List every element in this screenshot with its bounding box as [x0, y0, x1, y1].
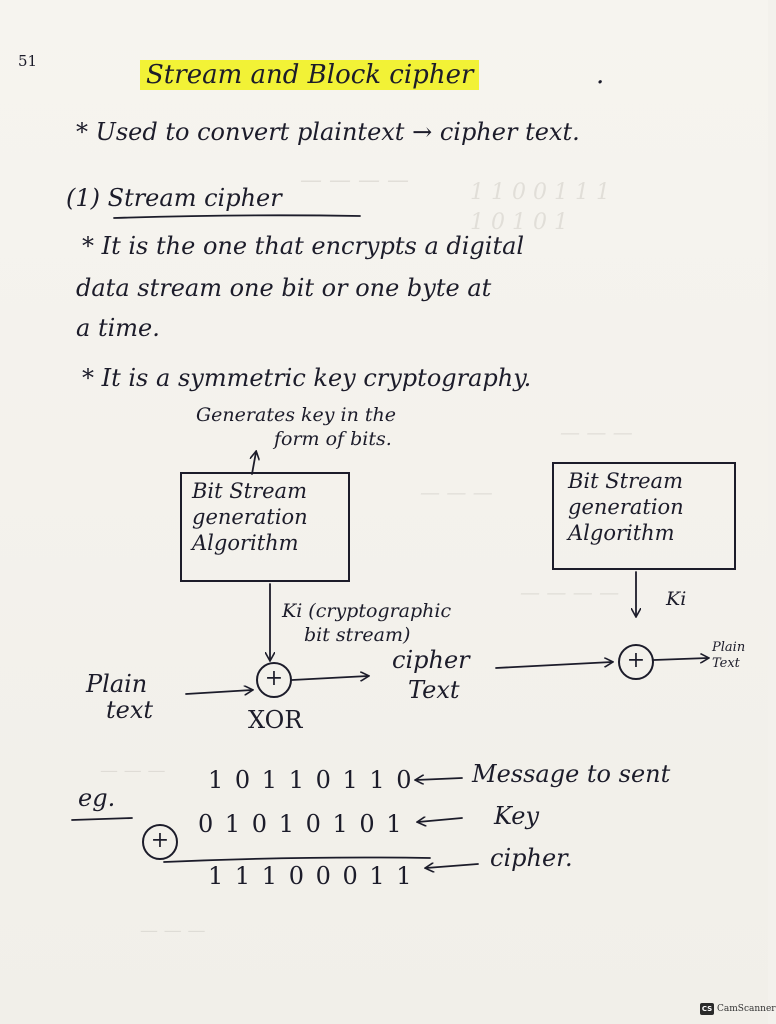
- definition-line-3: a time.: [76, 314, 160, 342]
- box-right-line-1: Bit Stream: [568, 469, 683, 493]
- section-heading: (1) Stream cipher: [66, 184, 282, 212]
- xor-symbol-decrypt: +: [618, 644, 654, 680]
- camscanner-icon: CS: [701, 1005, 713, 1013]
- generates-note-line-2: form of bits.: [274, 428, 392, 450]
- ki-label-line-1: Ki (cryptographic: [282, 600, 452, 622]
- cipher-text-line-1: cipher: [392, 646, 470, 674]
- scanned-note-page: — — — — 1 1 0 0 1 1 1 1 0 1 0 1 — — — — — — — — — — — — — — — — 51 Stream and Block cipher . * Used to convert plaintext → cipher text. (1) Stream cipher * It is the one that encrypts a digital data stream one bit or one byte at a time. * It is a symmetric key cryptography. Generates key in the form of bits. Bit Stream generation Algorithm Bit Stream generation Algorithm Ki (cryptographic bit stream) Ki Plain text + XOR cipher Text + Plain Text eg. 1 0 1 1 0 1 1 0 Message to sent + 0 1 0 1 0 1 0 1 Key 1 1 1 0 0 0 1 1 cipher. CS CamScanner: [0, 0, 768, 1024]
- arrow-xor-to-plaintext: [654, 658, 708, 660]
- ki-label-line-2: bit stream): [304, 624, 411, 646]
- example-cipher-bits: 1 1 1 0 0 0 1 1: [208, 862, 414, 890]
- arrow-cipher-row: [426, 864, 478, 868]
- arrow-key-row: [418, 818, 462, 822]
- box-left-line-1: Bit Stream: [192, 479, 307, 503]
- example-label: eg.: [78, 784, 116, 812]
- symmetric-key-note: * It is a symmetric key cryptography.: [82, 364, 532, 392]
- generates-note-line-1: Generates key in the: [196, 404, 396, 426]
- box-right-line-2: generation: [568, 495, 684, 519]
- arrow-cipher-to-xor: [496, 662, 612, 668]
- page-title: Stream and Block cipher: [140, 60, 479, 90]
- example-key-bits: 0 1 0 1 0 1 0 1: [198, 810, 404, 838]
- example-cipher-label: cipher.: [490, 844, 573, 872]
- example-key-label: Key: [494, 802, 540, 830]
- arrow-to-generates-note: [252, 452, 256, 474]
- arrow-plain-to-xor: [186, 690, 252, 694]
- box-right-line-3: Algorithm: [568, 521, 675, 545]
- example-underline: [72, 818, 132, 820]
- page-number: 51: [18, 52, 38, 70]
- section-heading-underline: [114, 215, 360, 218]
- ki-label-right: Ki: [666, 588, 687, 610]
- box-left-line-2: generation: [192, 505, 308, 529]
- definition-line-1: * It is the one that encrypts a digital: [82, 232, 525, 260]
- xor-symbol-example: +: [142, 824, 178, 860]
- plain-text-right-line-1: Plain: [712, 640, 746, 655]
- arrow-xor-to-cipher: [292, 676, 368, 680]
- xor-label: XOR: [248, 706, 303, 734]
- plain-text-right-line-2: Text: [712, 656, 740, 671]
- camscanner-watermark: [700, 1003, 776, 1015]
- plain-text-left-line-2: text: [106, 696, 154, 724]
- camscanner-label: CamScanner: [717, 1004, 776, 1014]
- title-period: .: [596, 60, 605, 90]
- example-message-bits: 1 0 1 1 0 1 1 0: [208, 766, 414, 794]
- xor-symbol-encrypt: +: [256, 662, 292, 698]
- bullet-use-line: * Used to convert plaintext → cipher text.: [76, 118, 580, 146]
- plain-text-left-line-1: Plain: [86, 670, 148, 698]
- cipher-text-line-2: Text: [408, 676, 460, 704]
- definition-line-2: data stream one bit or one byte at: [76, 274, 492, 302]
- example-message-label: Message to sent: [472, 760, 671, 788]
- example-sum-line: [164, 858, 430, 863]
- arrow-message-row: [416, 778, 462, 780]
- box-left-line-3: Algorithm: [192, 531, 299, 555]
